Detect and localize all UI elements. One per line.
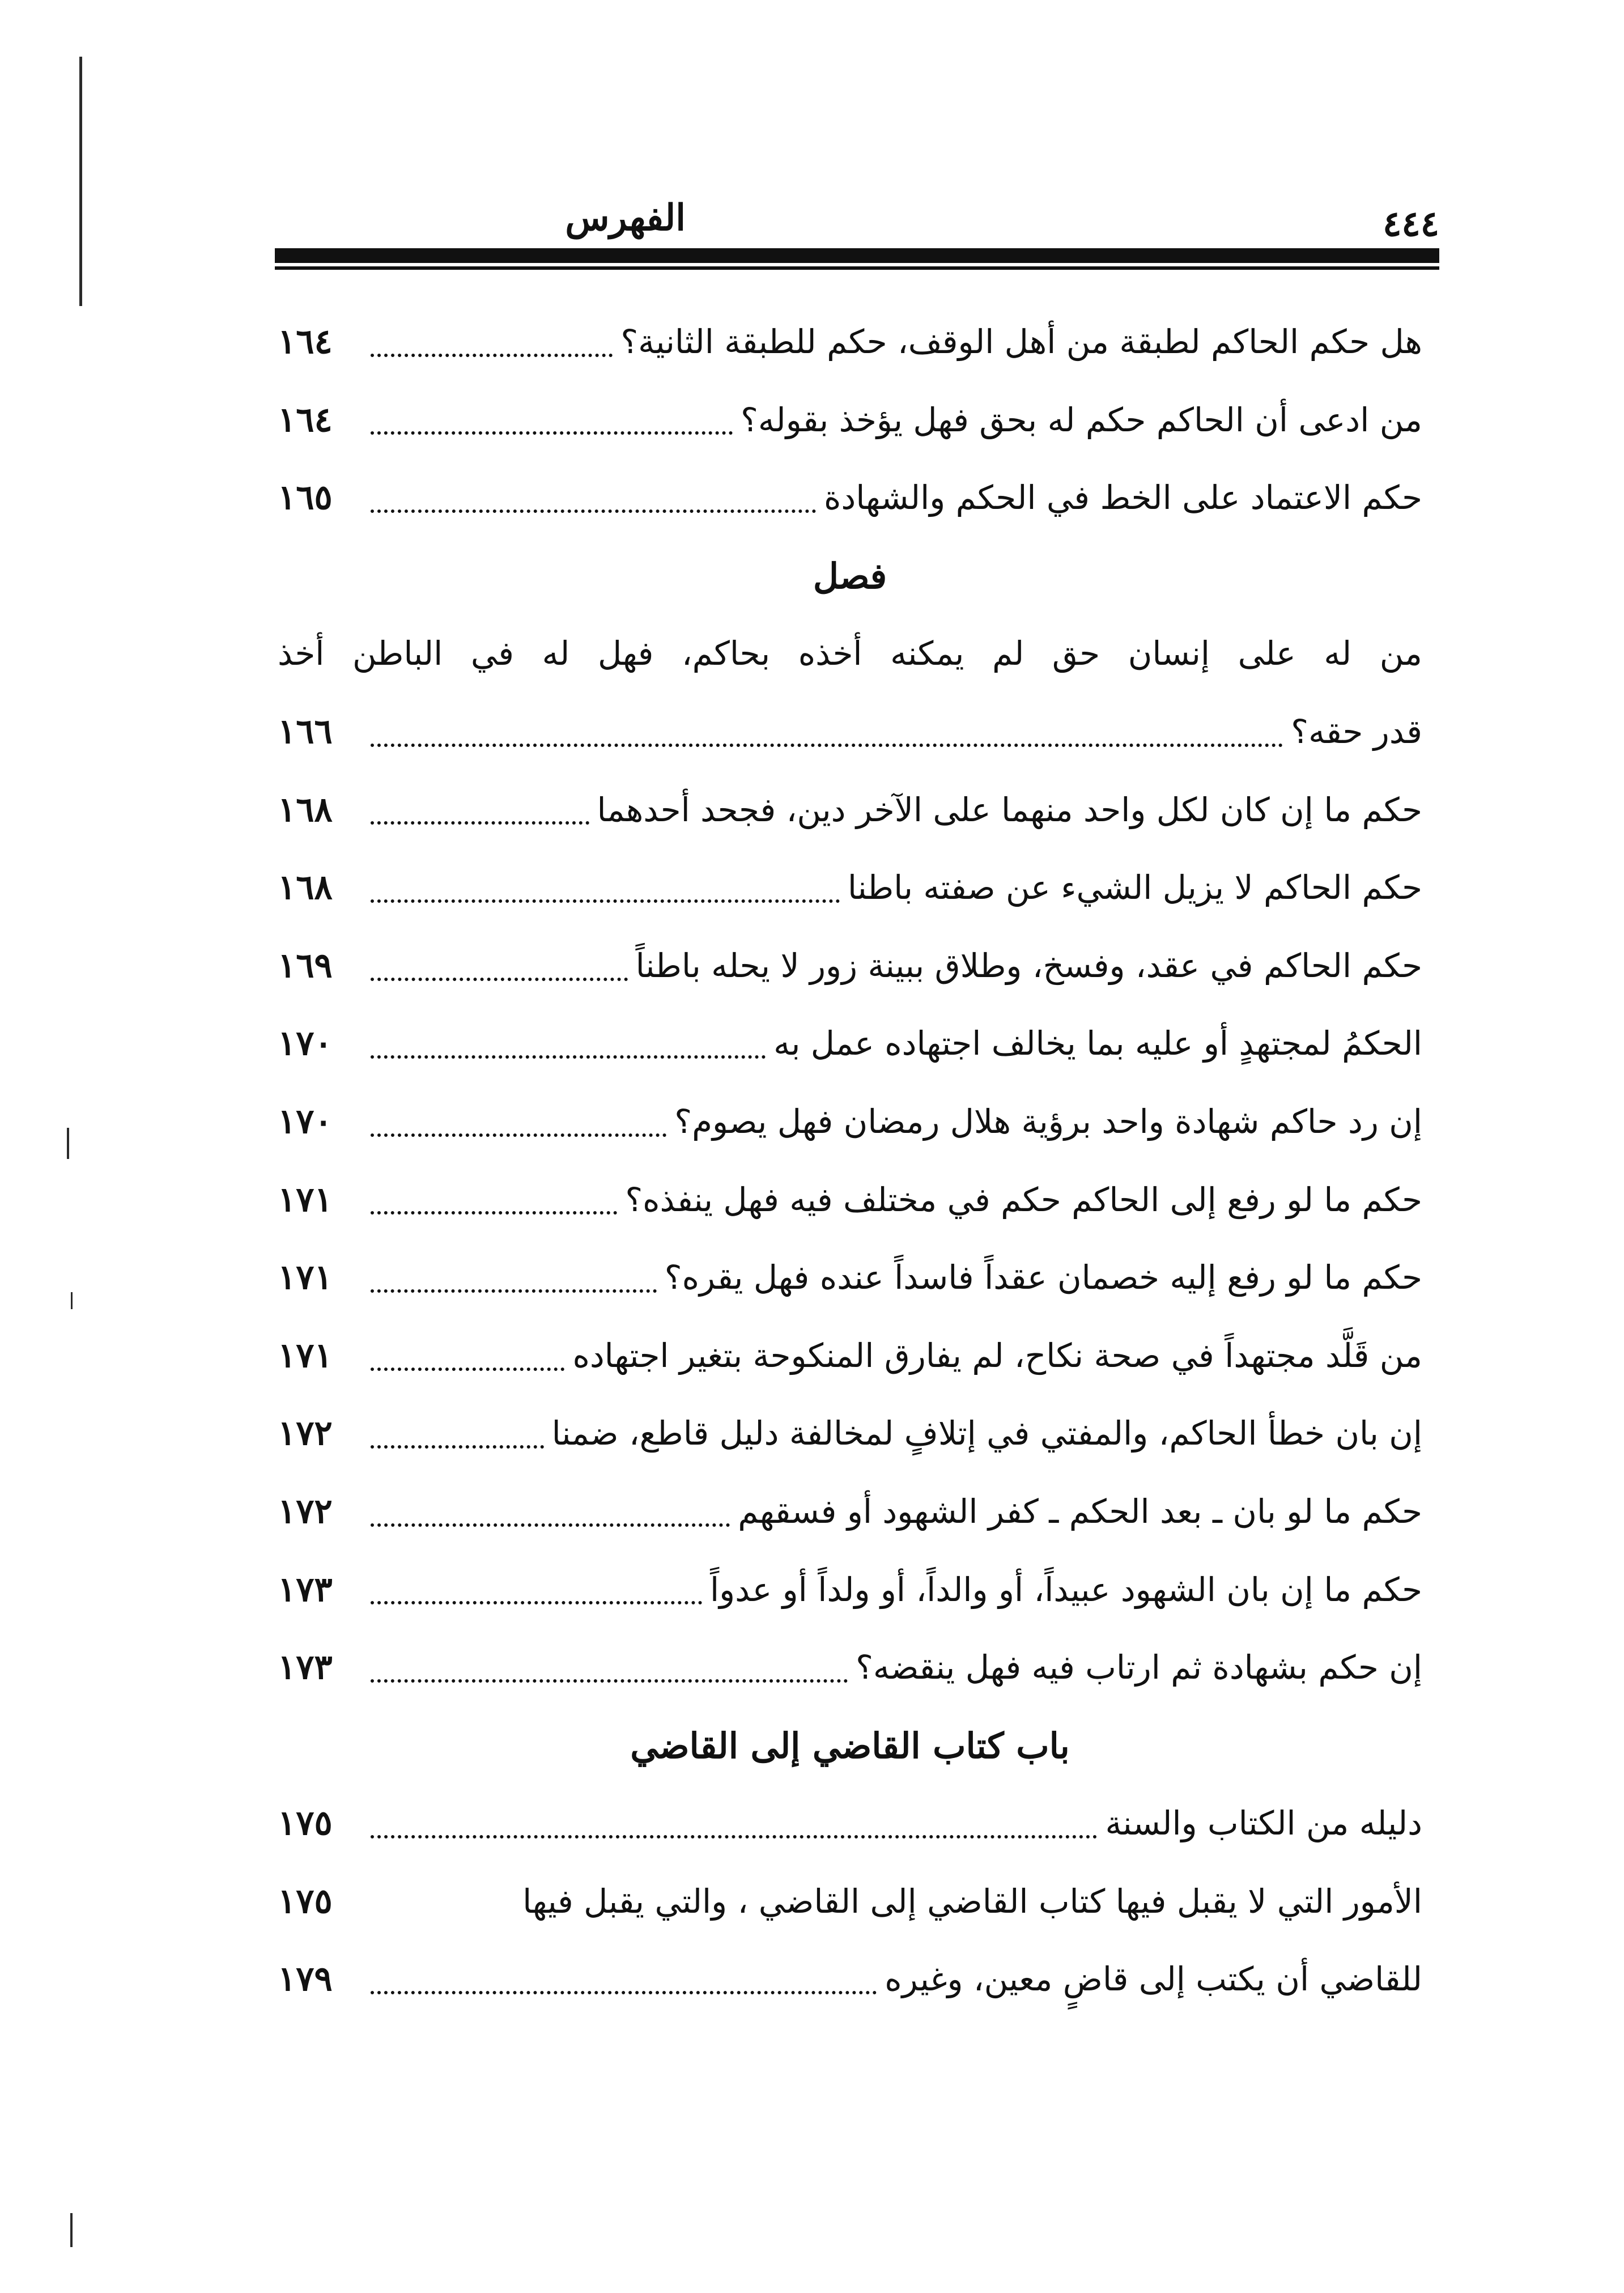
toc-entry xyxy=(278,771,1422,850)
toc-entry-title: من ادعى أن الحاكم حكم له بحق فهل يؤخذ بقوله؟ xyxy=(741,400,1422,439)
toc-entry-page: ١٧٣ xyxy=(278,1647,333,1688)
toc-leader-dots xyxy=(371,1368,564,1371)
toc-entry-page: ١٦٨ xyxy=(278,868,333,908)
toc-entry-page: ١٦٤ xyxy=(278,322,333,362)
toc-entry-title: حكم الحاكم لا يزيل الشيء عن صفته باطنا xyxy=(847,868,1422,907)
toc-entry xyxy=(278,1940,1422,2019)
margin-edge-line xyxy=(79,57,82,306)
toc-entry-title: إن رد حاكم شهادة واحد برؤية هلال رمضان فهل يصوم؟ xyxy=(674,1102,1422,1141)
toc-entry xyxy=(278,1239,1422,1317)
toc-entry-page: ١٦٥ xyxy=(278,478,333,518)
toc-entry-page: ١٧١ xyxy=(278,1335,333,1375)
toc-entry-title: حكم ما لو بان ـ بعد الحكم ـ كفر الشهود أو فسقهم xyxy=(738,1492,1422,1531)
toc-leader-dots xyxy=(371,431,733,435)
header-rule-thin xyxy=(275,266,1439,270)
toc-entry xyxy=(278,1473,1422,1551)
toc-leader-dots xyxy=(371,1445,544,1449)
toc-leader-dots xyxy=(371,1055,766,1059)
toc-entry-page: ١٧٢ xyxy=(278,1491,333,1531)
toc-entry-title: قدر حقه؟ xyxy=(1291,712,1422,751)
toc-entry-title: إن بان خطأ الحاكم، والمفتي في إتلافٍ لمخالفة دليل قاطع، ضمنا xyxy=(551,1414,1422,1453)
page-header xyxy=(275,187,1439,272)
toc-leader-dots xyxy=(371,978,628,981)
toc-entry-page: ١٧٣ xyxy=(278,1569,333,1610)
section-heading: فصل xyxy=(813,555,887,597)
toc-entry-page: ١٧٥ xyxy=(278,1803,333,1844)
margin-speck xyxy=(70,2213,73,2247)
toc-entry-title: حكم ما لو رفع إليه خصمان عقداً فاسداً عنده فهل يقره؟ xyxy=(664,1258,1422,1297)
toc-entry-page: ١٧٢ xyxy=(278,1413,333,1454)
toc-leader-dots xyxy=(371,1601,702,1604)
toc-leader-dots xyxy=(371,1991,877,1994)
header-rule-thick xyxy=(275,248,1439,263)
toc-leader-dots xyxy=(371,1835,1097,1838)
margin-speck xyxy=(67,1128,69,1159)
toc-leader-dots xyxy=(371,744,1283,747)
toc-entry xyxy=(278,1161,1422,1239)
toc-entry-page: ١٧١ xyxy=(278,1179,333,1220)
toc-entry xyxy=(278,1863,1422,1941)
toc-entry-title: حكم ما لو رفع إلى الحاكم حكم في مختلف فيه فهل ينفذه؟ xyxy=(625,1180,1422,1219)
toc-entry xyxy=(278,1005,1422,1083)
toc-entry-title: حكم الاعتماد على الخط في الحكم والشهادة xyxy=(824,478,1422,517)
toc-entry-page: ١٦٨ xyxy=(278,789,333,830)
toc-entry xyxy=(278,849,1422,927)
toc-entry-wrapped-line: من له على إنسان حق لم يمكنه أخذه بحاكم، فهل له في الباطن أخذ xyxy=(278,634,1422,673)
toc-entry-page: ١٧١ xyxy=(278,1258,333,1298)
toc-entry xyxy=(278,1083,1422,1161)
toc-entry xyxy=(278,1395,1422,1473)
toc-entry-page: ١٧٠ xyxy=(278,1024,333,1064)
toc-entry-title: حكم الحاكم في عقد، وفسخ، وطلاق ببينة زور لا يحله باطناً xyxy=(635,946,1422,985)
toc-entry-title: الأمور التي لا يقبل فيها كتاب القاضي إلى القاضي ، والتي يقبل فيها xyxy=(522,1882,1422,1921)
toc-entry-page: ١٦٩ xyxy=(278,945,333,986)
toc-entry-title: من قَلَّد مجتهداً في صحة نكاح، لم يفارق المنكوحة بتغير اجتهاده xyxy=(572,1336,1422,1375)
toc-entry-title: للقاضي أن يكتب إلى قاضٍ معين، وغيره xyxy=(885,1960,1422,1999)
toc-entry xyxy=(278,459,1422,537)
toc-leader-dots xyxy=(371,1133,666,1137)
toc-entry-title: دليله من الكتاب والسنة xyxy=(1105,1804,1422,1843)
toc-entry-page: ١٦٤ xyxy=(278,400,333,440)
header-title: الفهرس xyxy=(565,197,686,239)
toc-entry-title: حكم ما إن بان الشهود عبيداً، أو والداً، أو ولداً أو عدواً xyxy=(710,1570,1422,1609)
toc-entry xyxy=(278,927,1422,1005)
toc-entry xyxy=(278,693,1422,771)
toc-leader-dots xyxy=(371,899,840,903)
toc-entry-page: ١٧٠ xyxy=(278,1101,333,1141)
toc-entry-page: ١٧٥ xyxy=(278,1881,333,1921)
toc-entry-title: هل حكم الحاكم لطبقة من أهل الوقف، حكم للطبقة الثانية؟ xyxy=(620,322,1422,361)
toc-entry xyxy=(278,1551,1422,1629)
header-page-number: ٤٤٤ xyxy=(1383,203,1439,244)
toc-leader-dots xyxy=(371,509,816,513)
toc-leader-dots xyxy=(371,1679,848,1683)
toc-entry xyxy=(278,1785,1422,1863)
toc-entry-page: ١٧٩ xyxy=(278,1959,333,1999)
toc-entry-title: إن حكم بشهادة ثم ارتاب فيه فهل ينقضه؟ xyxy=(856,1648,1422,1687)
toc-entry xyxy=(278,1317,1422,1395)
toc-entry-title: حكم ما إن كان لكل واحد منهما على الآخر دين، فجحد أحدهما xyxy=(597,790,1422,829)
toc-leader-dots xyxy=(371,1211,617,1215)
toc-entry-page: ١٦٦ xyxy=(278,711,333,751)
toc-entry xyxy=(278,381,1422,460)
toc-leader-dots xyxy=(371,354,613,357)
toc-entry-title: الحكمُ لمجتهدٍ أو عليه بما يخالف اجتهاده عمل به xyxy=(773,1024,1422,1063)
toc-leader-dots xyxy=(371,821,589,825)
margin-speck xyxy=(71,1292,73,1309)
toc-entry xyxy=(278,303,1422,381)
toc-entry xyxy=(278,1629,1422,1707)
table-of-contents xyxy=(278,303,1422,2019)
toc-leader-dots xyxy=(371,1289,657,1293)
chapter-heading: باب كتاب القاضي إلى القاضي xyxy=(630,1725,1070,1767)
toc-leader-dots xyxy=(371,1523,730,1527)
